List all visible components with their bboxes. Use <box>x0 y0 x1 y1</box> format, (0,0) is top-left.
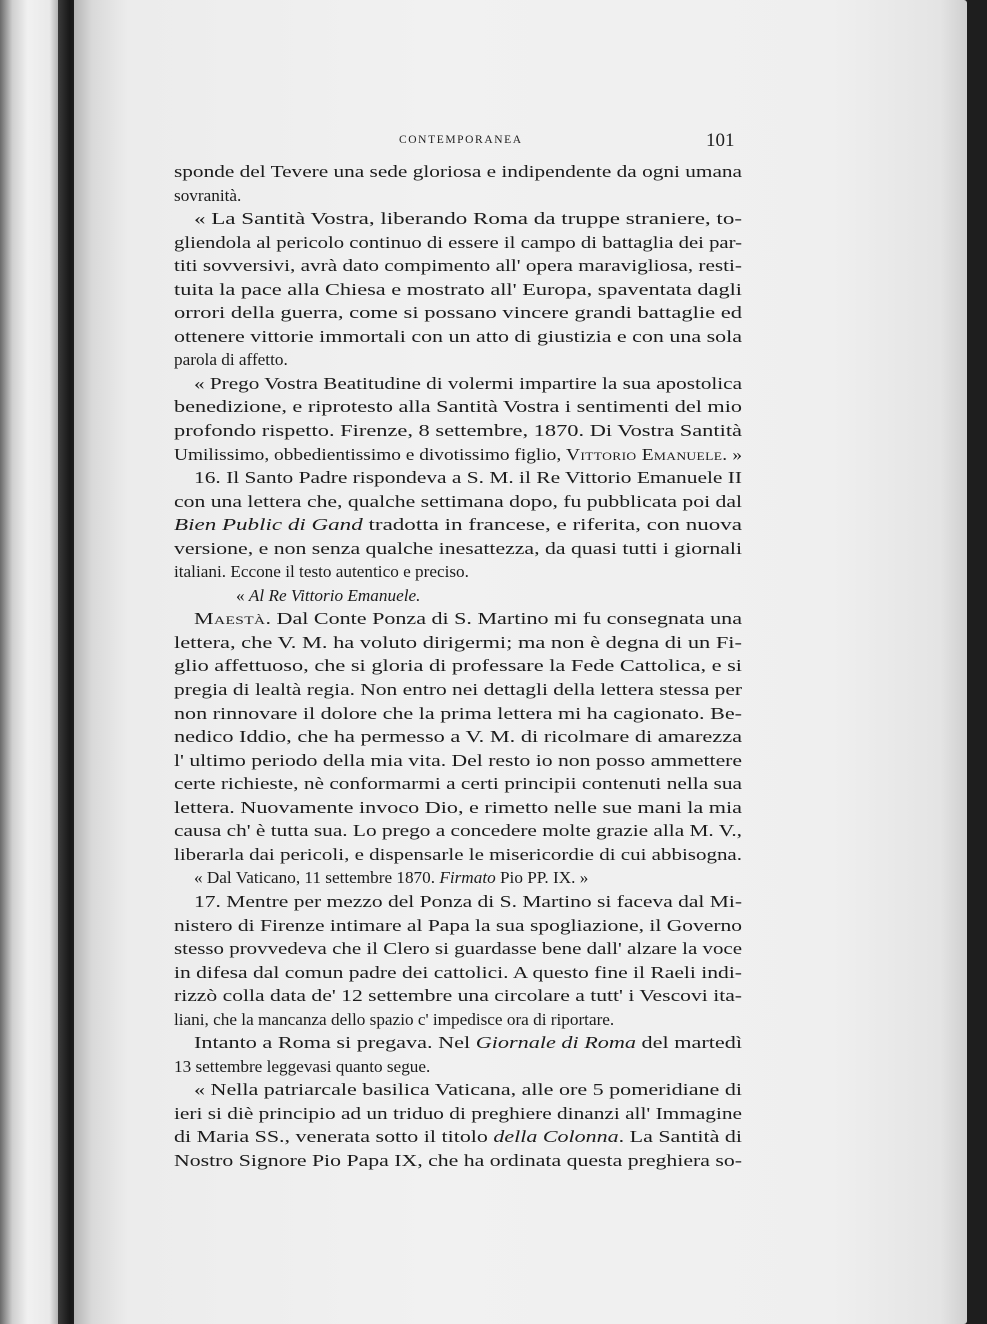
line-text <box>194 1078 742 1102</box>
text-line <box>174 843 742 867</box>
text-run: « La Santità Vostra, liberando Roma da truppe straniere, to- <box>194 209 742 229</box>
text-run: versione, e non senza qualche inesattezza, da quasi tutti i giornali <box>174 538 742 558</box>
text-run: ieri si diè principio ad un triduo di preghiere dinanzi all' Immagine <box>174 1103 742 1123</box>
text-line <box>174 678 742 702</box>
text-run: causa ch' è tutta sua. Lo prego a concedere molte grazie alla M. V., <box>174 821 742 841</box>
line-text <box>174 654 742 678</box>
line-text <box>174 796 742 820</box>
text-run: orrori della guerra, come si possano vincere grandi battaglie ed <box>174 303 742 323</box>
line-text <box>174 772 742 796</box>
text-run: . Dal Conte Ponza di S. Martino mi fu consegnata una <box>265 609 742 629</box>
text-run: stesso provvedeva che il Clero si guardasse bene dall' alzare la voce <box>174 939 742 959</box>
text-line <box>174 278 742 302</box>
italic-text: Al Re Vittorio Emanuele. <box>248 585 421 605</box>
text-run: di Maria SS., venerata sotto il titolo <box>174 1127 494 1147</box>
text-line <box>174 961 742 985</box>
text-line <box>174 654 742 678</box>
line-text <box>174 961 742 985</box>
small-caps-text: Vittorio Emanuele. <box>566 444 728 464</box>
text-line <box>174 937 742 961</box>
text-run: Pio PP. IX. » <box>495 868 589 888</box>
line-text <box>174 419 742 443</box>
line-text <box>174 301 742 325</box>
text-run: del martedì <box>635 1033 742 1053</box>
text-line <box>174 537 742 561</box>
text-run: rizzò colla data de' 12 settembre una circolare a tutt' i Vescovi ita- <box>174 986 742 1006</box>
text-run: « Prego Vostra Beatitudine di volermi impartire la sua apostolica <box>194 373 742 393</box>
facing-page-edge <box>0 0 62 1324</box>
line-text <box>174 914 742 938</box>
text-line <box>174 890 742 914</box>
text-line <box>174 914 742 938</box>
text-line <box>174 372 742 396</box>
text-run: l' ultimo periodo della mia vita. Del resto io non posso ammettere <box>174 750 742 770</box>
text-run: ottenere vittorie immortali con un atto di giustizia e con una sola <box>174 326 742 346</box>
text-run: « <box>236 585 249 605</box>
text-line <box>174 725 742 749</box>
text-line <box>174 560 742 584</box>
line-text <box>174 231 742 255</box>
text-run: profondo rispetto. Firenze, 8 settembre, 1870. Di Vostra Santità <box>174 421 742 441</box>
text-run: 13 settembre leggevasi quanto segue. <box>174 1056 431 1076</box>
line-text <box>194 466 742 490</box>
line-text <box>174 1149 742 1173</box>
line-text <box>194 1031 742 1055</box>
line-text <box>174 184 241 208</box>
text-line <box>174 749 742 773</box>
small-caps-text: Maestà <box>194 609 266 629</box>
line-text <box>174 560 469 584</box>
line-text <box>174 395 742 419</box>
line-text <box>174 1008 614 1032</box>
text-run: 17. Mentre per mezzo del Ponza di S. Martino si faceva dal Mi- <box>194 891 742 911</box>
text-run: nistero di Firenze intimare al Papa la sua spogliazione, il Governo <box>174 915 742 935</box>
text-line <box>174 607 742 631</box>
line-text <box>174 490 742 514</box>
text-run: 16. Il Santo Padre rispondeva a S. M. il Re Vittorio Emanuele II <box>194 468 742 488</box>
line-text <box>236 584 420 608</box>
text-run: titi sovversivi, avrà dato compimento all' opera maravigliosa, resti- <box>174 256 742 276</box>
text-run: pregia di lealtà regia. Non entro nei dettagli della lettera stessa per <box>174 680 742 700</box>
text-line <box>174 584 742 608</box>
line-text <box>174 984 742 1008</box>
text-line <box>174 395 742 419</box>
text-run: tradotta in francese, e riferita, con nuova <box>362 515 742 535</box>
line-text <box>174 160 742 184</box>
italic-text: della Colonna <box>493 1127 619 1147</box>
text-line <box>174 184 742 208</box>
text-run: tuita la pace alla Chiesa e mostrato all' Europa, spaventata dagli <box>174 279 742 299</box>
text-run: liberarla dai pericoli, e dispensarle le misericordie di cui abbisogna. <box>174 844 742 864</box>
text-run: » <box>727 444 742 464</box>
line-text <box>174 254 742 278</box>
line-text <box>174 1102 742 1126</box>
line-text <box>174 702 742 726</box>
text-run: Umilissimo, obbedientissimo e divotissimo figlio, <box>174 444 567 464</box>
line-text <box>174 348 288 372</box>
text-line <box>174 631 742 655</box>
text-line <box>174 490 742 514</box>
text-line <box>174 1125 742 1149</box>
text-run: . La Santità di <box>618 1127 742 1147</box>
text-line <box>174 819 742 843</box>
line-text <box>174 819 742 843</box>
text-line <box>174 1078 742 1102</box>
line-text <box>174 278 742 302</box>
line-text <box>174 937 742 961</box>
page-header <box>74 132 967 152</box>
line-text <box>174 443 742 467</box>
text-run: lettera. Nuovamente invoco Dio, e rimetto nelle sue mani la mia <box>174 797 742 817</box>
line-text <box>174 537 742 561</box>
text-line <box>174 160 742 184</box>
text-line <box>174 466 742 490</box>
text-line <box>174 866 742 890</box>
text-line <box>174 419 742 443</box>
book-page <box>74 0 967 1324</box>
text-line <box>174 796 742 820</box>
text-run: « Nella patriarcale basilica Vaticana, alle ore 5 pomeridiane di <box>194 1080 742 1100</box>
line-text <box>174 1125 742 1149</box>
text-line <box>174 1008 742 1032</box>
line-text <box>174 513 742 537</box>
text-run: parola di affetto. <box>174 350 288 370</box>
running-title: CONTEMPORANEA <box>399 134 523 146</box>
text-line <box>174 1102 742 1126</box>
text-run: gliendola al pericolo continuo di essere il campo di battaglia dei par- <box>174 232 742 252</box>
text-line <box>174 513 742 537</box>
text-run: Nostro Signore Pio Papa IX, che ha ordinata questa preghiera so- <box>174 1150 742 1170</box>
line-text <box>194 890 742 914</box>
text-line <box>174 443 742 467</box>
text-run: benedizione, e riprotesto alla Santità Vostra i sentimenti del mio <box>174 397 742 417</box>
text-line <box>174 772 742 796</box>
text-run: lettera, che V. M. ha voluto dirigermi; ma non è degna di un Fi- <box>174 632 742 652</box>
text-line <box>174 325 742 349</box>
text-line <box>174 984 742 1008</box>
text-line <box>174 348 742 372</box>
text-run: con una lettera che, qualche settimana dopo, fu pubblicata poi dal <box>174 491 742 511</box>
text-run: Intanto a Roma si pregava. Nel <box>194 1033 476 1053</box>
text-run: « Dal Vaticano, 11 settembre 1870. <box>194 868 440 888</box>
text-line <box>174 254 742 278</box>
text-run: glio affettuoso, che si gloria di professare la Fede Cattolica, e si <box>174 656 742 676</box>
line-text <box>194 207 742 231</box>
text-run: sovranità. <box>174 185 242 205</box>
italic-text: Bien Public di Gand <box>174 515 363 535</box>
text-run: non rinnovare il dolore che la prima lettera mi ha cagionato. Be- <box>174 703 742 723</box>
text-run: in difesa dal comun padre dei cattolici. A questo fine il Raeli indi- <box>174 962 742 982</box>
text-line <box>174 702 742 726</box>
text-line <box>174 231 742 255</box>
italic-text: Giornale di Roma <box>475 1033 636 1053</box>
line-text <box>174 749 742 773</box>
text-line <box>174 1031 742 1055</box>
text-run: certe richieste, nè conformarmi a certi principii contenuti nella sua <box>174 774 742 794</box>
line-text <box>174 325 742 349</box>
text-run: sponde del Tevere una sede gloriosa e indipendente da ogni umana <box>174 162 742 181</box>
text-run: italiani. Eccone il testo autentico e preciso. <box>174 562 469 582</box>
line-text <box>194 372 742 396</box>
italic-text: Firmato <box>439 868 496 888</box>
line-text <box>174 1055 430 1079</box>
line-text <box>174 725 742 749</box>
text-line <box>174 207 742 231</box>
page-number: 101 <box>706 130 735 151</box>
line-text <box>194 607 742 631</box>
line-text <box>174 843 742 867</box>
line-text <box>174 631 742 655</box>
line-text <box>174 678 742 702</box>
text-body <box>174 160 742 1173</box>
text-line <box>174 1055 742 1079</box>
text-run: liani, che la mancanza dello spazio c' impedisce ora di riportare. <box>174 1009 615 1029</box>
text-run: nedico Iddio, che ha permesso a V. M. di ricolmare di amarezza <box>174 727 742 747</box>
text-line <box>174 1149 742 1173</box>
line-text <box>194 866 588 890</box>
text-line <box>174 301 742 325</box>
